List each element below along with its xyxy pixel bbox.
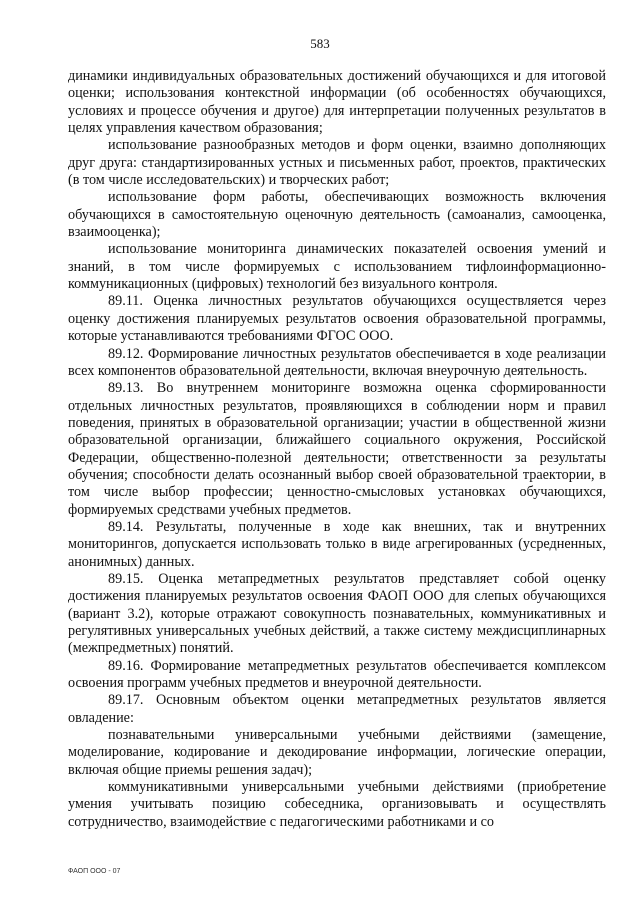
paragraph: использование разнообразных методов и форм оценки, взаимно дополняющих друг друга: стандартизированных устных и письменных работ, проектов, практических (в том числе исследовательских) и творческих работ; <box>68 137 606 189</box>
paragraph: 89.14. Результаты, полученные в ходе как внешних, так и внутренних мониторингов, допускается использовать только в виде агрегированных (усредненных, анонимных) данных. <box>68 518 606 570</box>
body-text <box>68 68 606 831</box>
paragraph: коммуникативными универсальными учебными действиями (приобретение умения учитывать позицию собеседника, организовывать и осуществлять сотрудничество, взаимодействие с педагогическими работниками и со <box>68 779 606 830</box>
paragraph: 89.11. Оценка личностных результатов обучающихся осуществляется через оценку достижения планируемых результатов освоения образовательной программы, которые устанавливаются требованиями ФГОС ООО. <box>68 293 606 345</box>
paragraph: использование форм работы, обеспечивающих возможность включения обучающихся в самостоятельную оценочную деятельность (самоанализ, самооценка, взаимооценка); <box>68 189 606 241</box>
paragraph: 89.16. Формирование метапредметных результатов обеспечивается комплексом освоения программ учебных предметов и внеурочной деятельности. <box>68 657 606 692</box>
paragraph: 89.12. Формирование личностных результатов обеспечивается в ходе реализации всех компонентов образовательной деятельности, включая внеурочную деятельность. <box>68 345 606 379</box>
paragraph: динамики индивидуальных образовательных достижений обучающихся и для итоговой оценки; использования контекстной информации (об особенностях обучающихся, условиях и процессе обучения и другое) для интерпретации полученных результатов в целях управления качеством образования; <box>68 68 606 137</box>
paragraph: 89.13. Во внутреннем мониторинге возможна оценка сформированности отдельных личностных результатов, проявляющихся в соблюдении норм и правил поведения, принятых в образовательной организации; участии в общественной жизни образовательной организации, ближайшего социального окружения, Российской Федерации, общественно-полезной деятельности; ответственности за результаты обучения; способности делать осознанный выбор своей образовательной траектории, в том числе выбор профессии; ценностно-смысловых установках обучающихся, формируемых средствами учебных предметов. <box>68 380 606 518</box>
paragraph: использование мониторинга динамических показателей освоения умений и знаний, в том числе формируемых с использованием тифлоинформационно-коммуникационных (цифровых) технологий без визуального контроля. <box>68 241 606 293</box>
paragraph: 89.17. Основным объектом оценки метапредметных результатов является овладение: <box>68 692 606 726</box>
paragraph: 89.15. Оценка метапредметных результатов представляет собой оценку достижения планируемых результатов освоения ФАОП ООО для слепых обучающихся (вариант 3.2), которые отражают совокупность познавательных, коммуникативных и регулятивных универсальных учебных действий, а также систему междисциплинарных (межпредметных) понятий. <box>68 570 606 657</box>
paragraph: познавательными универсальными учебными действиями (замещение, моделирование, кодирование и декодирование информации, логические операции, включая общие приемы решения задач); <box>68 727 606 778</box>
page-number: 583 <box>310 36 330 51</box>
footer-code: ФАОП ООО - 07 <box>68 868 121 875</box>
